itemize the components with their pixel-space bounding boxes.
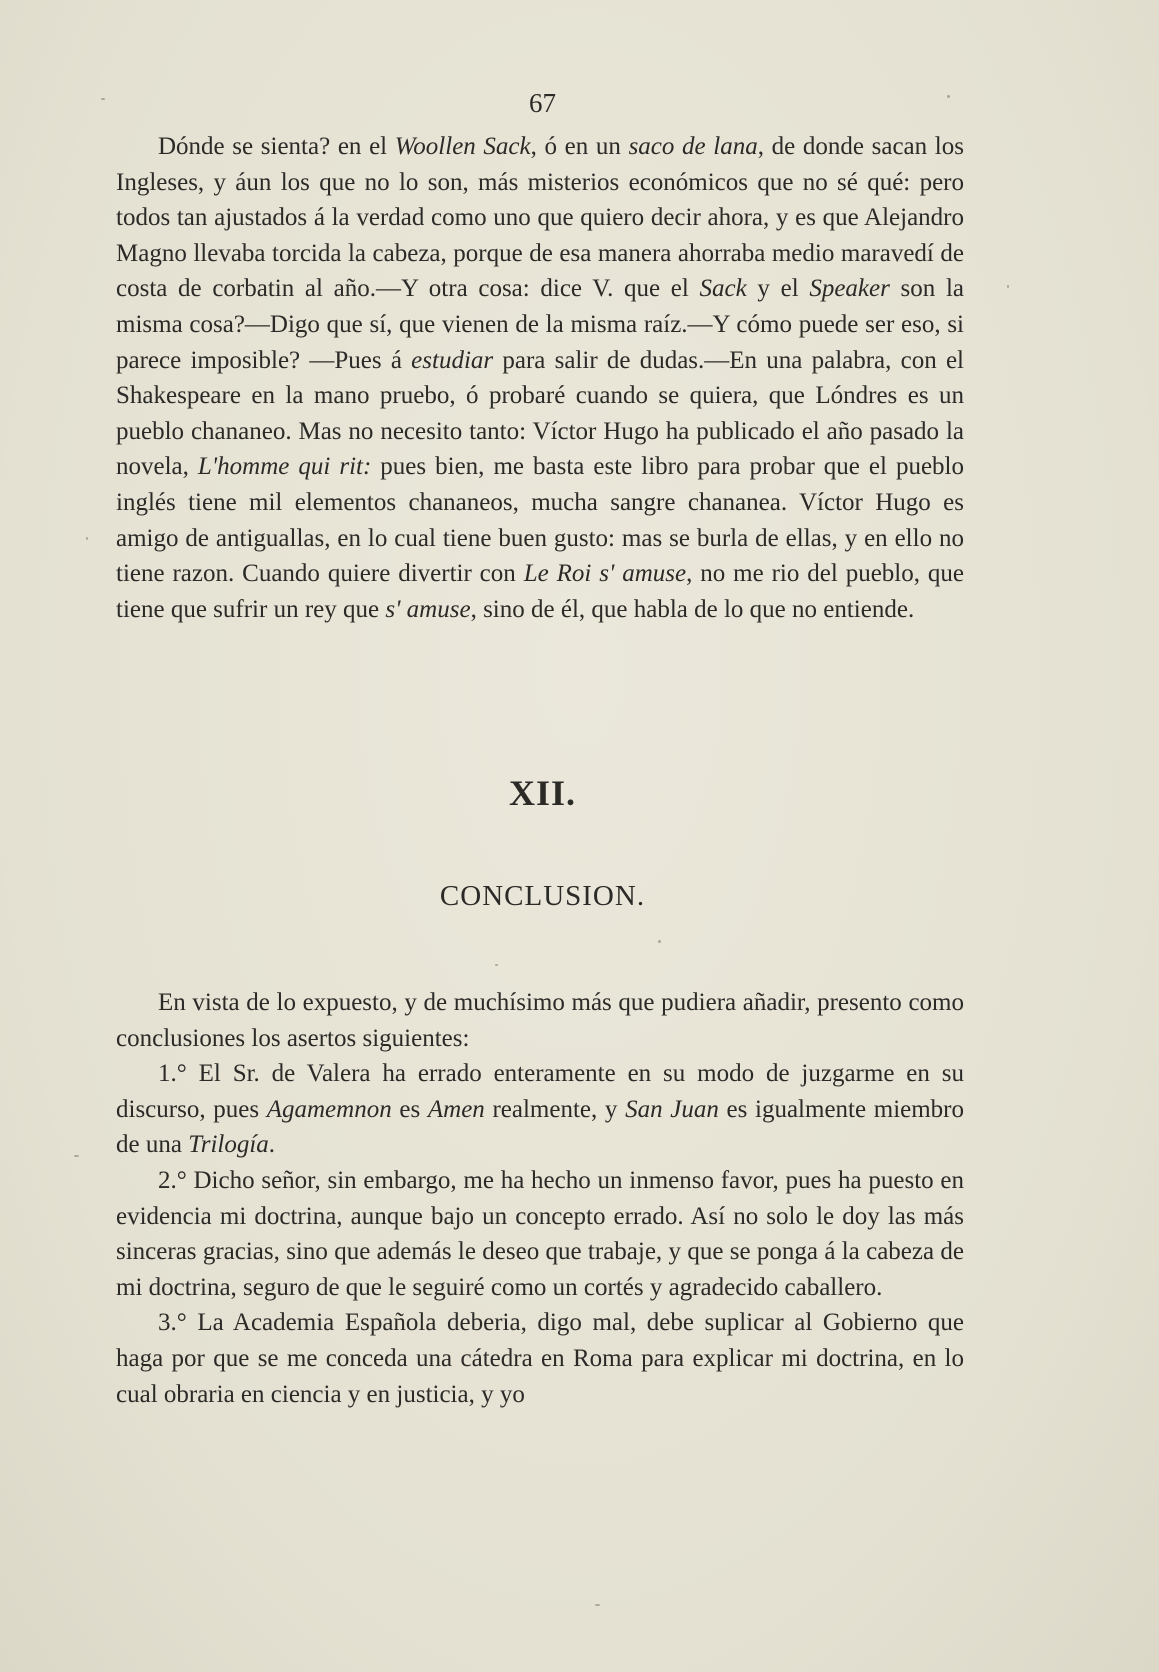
paper-speck: [595, 1604, 600, 1606]
italic-text: Trilogía: [188, 1131, 269, 1159]
text-run: realmente, y: [484, 1095, 626, 1123]
text-run: En vista de lo expuesto, y de muchísimo más que pudiera añadir, presento como conclusiones los asertos siguientes:: [116, 989, 964, 1052]
text-run: , sino de él, que habla de lo que no entiende.: [470, 595, 915, 623]
italic-text: Woollen Sack: [394, 133, 531, 160]
paper-speck: [101, 98, 105, 100]
text-block-conclusion: [116, 985, 964, 1412]
italic-text: L'homme qui rit:: [197, 453, 372, 481]
text-run: son la misma cosa?—Digo que sí, que vienen de la misma raíz.—Y cómo puede ser eso, si parece imposible? —Pues á: [116, 275, 964, 374]
text-run: es: [391, 1095, 428, 1123]
italic-text: Le Roi s' amuse: [523, 560, 687, 588]
page-number: 67: [529, 88, 556, 118]
text-run: pues bien, me basta este libro para probar que el pueblo inglés tiene mil elementos chananeos, mucha sangre chananea. Víctor Hugo es amigo de antiguallas, en lo cual tiene buen gusto: mas se burla de ellas, y en ello no tiene razon. Cuando quiere divertir con: [116, 453, 964, 588]
italic-text: San Juan: [625, 1095, 719, 1123]
text-run: , ó en un: [530, 133, 629, 160]
paper-speck: [658, 940, 661, 943]
paragraph: [116, 985, 964, 1056]
text-run: 3.° La Academia Española deberia, digo mal, debe suplicar al Gobierno que haga por que se me conceda una cátedra en Roma para explicar mi doctrina, en lo cual obraria en ciencia y en justicia, y yo: [116, 1309, 964, 1408]
conclusion-item: [116, 1305, 964, 1412]
text-run: 1.° El Sr. de Valera ha errado enteramente en su modo de juzgarme en su discurso, pues: [116, 1060, 964, 1123]
text-run: , no me rio del pueblo, que tiene que sufrir un rey que: [116, 560, 964, 623]
text-run: es igualmente miembro de una: [116, 1095, 965, 1159]
italic-text: Sack: [699, 275, 747, 303]
text-run: para salir de dudas.—En una palabra, con el Shakespeare en la mano pruebo, ó probaré cuando se quiera, que Lóndres es un pueblo chananeo. Mas no necesito tanto: Víctor Hugo ha publicado el año pasado la novela,: [116, 346, 965, 481]
conclusion-item: [116, 1163, 964, 1305]
paper-speck: [495, 964, 498, 966]
italic-text: s' amuse: [385, 595, 471, 623]
text-run: Dónde se sienta? en el: [158, 133, 395, 160]
text-run: , de donde sacan los Ingleses, y áun los que no lo son, más misterios económicos que no sé qué: pero todos tan ajustados á la verdad como uno que quiero decir ahora, y es que Alejandro Magno llevaba torcida la cabeza, porque de esa manera ahorraba medio maravedí de costa de corbatin al año.—Y otra cosa: dice V. que el: [116, 133, 964, 303]
paragraph: [116, 129, 964, 627]
text-run: .: [268, 1131, 276, 1159]
paper-speck: [1007, 285, 1009, 288]
italic-text: saco de lana: [628, 133, 758, 160]
italic-text: estudiar: [411, 346, 494, 374]
text-run: 2.° Dicho señor, sin embargo, me ha hecho un inmenso favor, pues ha puesto en evidencia mi doctrina, aunque bajo un concepto errado. Así no solo le doy las más sinceras gracias, sino que además le deseo que trabaje, y que se ponga á la cabeza de mi doctrina, seguro de que le seguiré como un cortés y agradecido caballero.: [116, 1166, 964, 1301]
chapter-title: CONCLUSION.: [439, 880, 646, 912]
italic-text: Amen: [427, 1095, 485, 1123]
italic-text: Agamemnon: [266, 1095, 392, 1123]
paper-speck: [947, 95, 950, 98]
chapter-number: XII.: [508, 773, 577, 813]
paper-speck: [86, 537, 88, 540]
text-block-top: [116, 129, 964, 627]
conclusion-item: [116, 1056, 964, 1163]
italic-text: Speaker: [809, 275, 890, 303]
text-run: y el: [746, 275, 810, 303]
paper-speck: [74, 1155, 79, 1157]
